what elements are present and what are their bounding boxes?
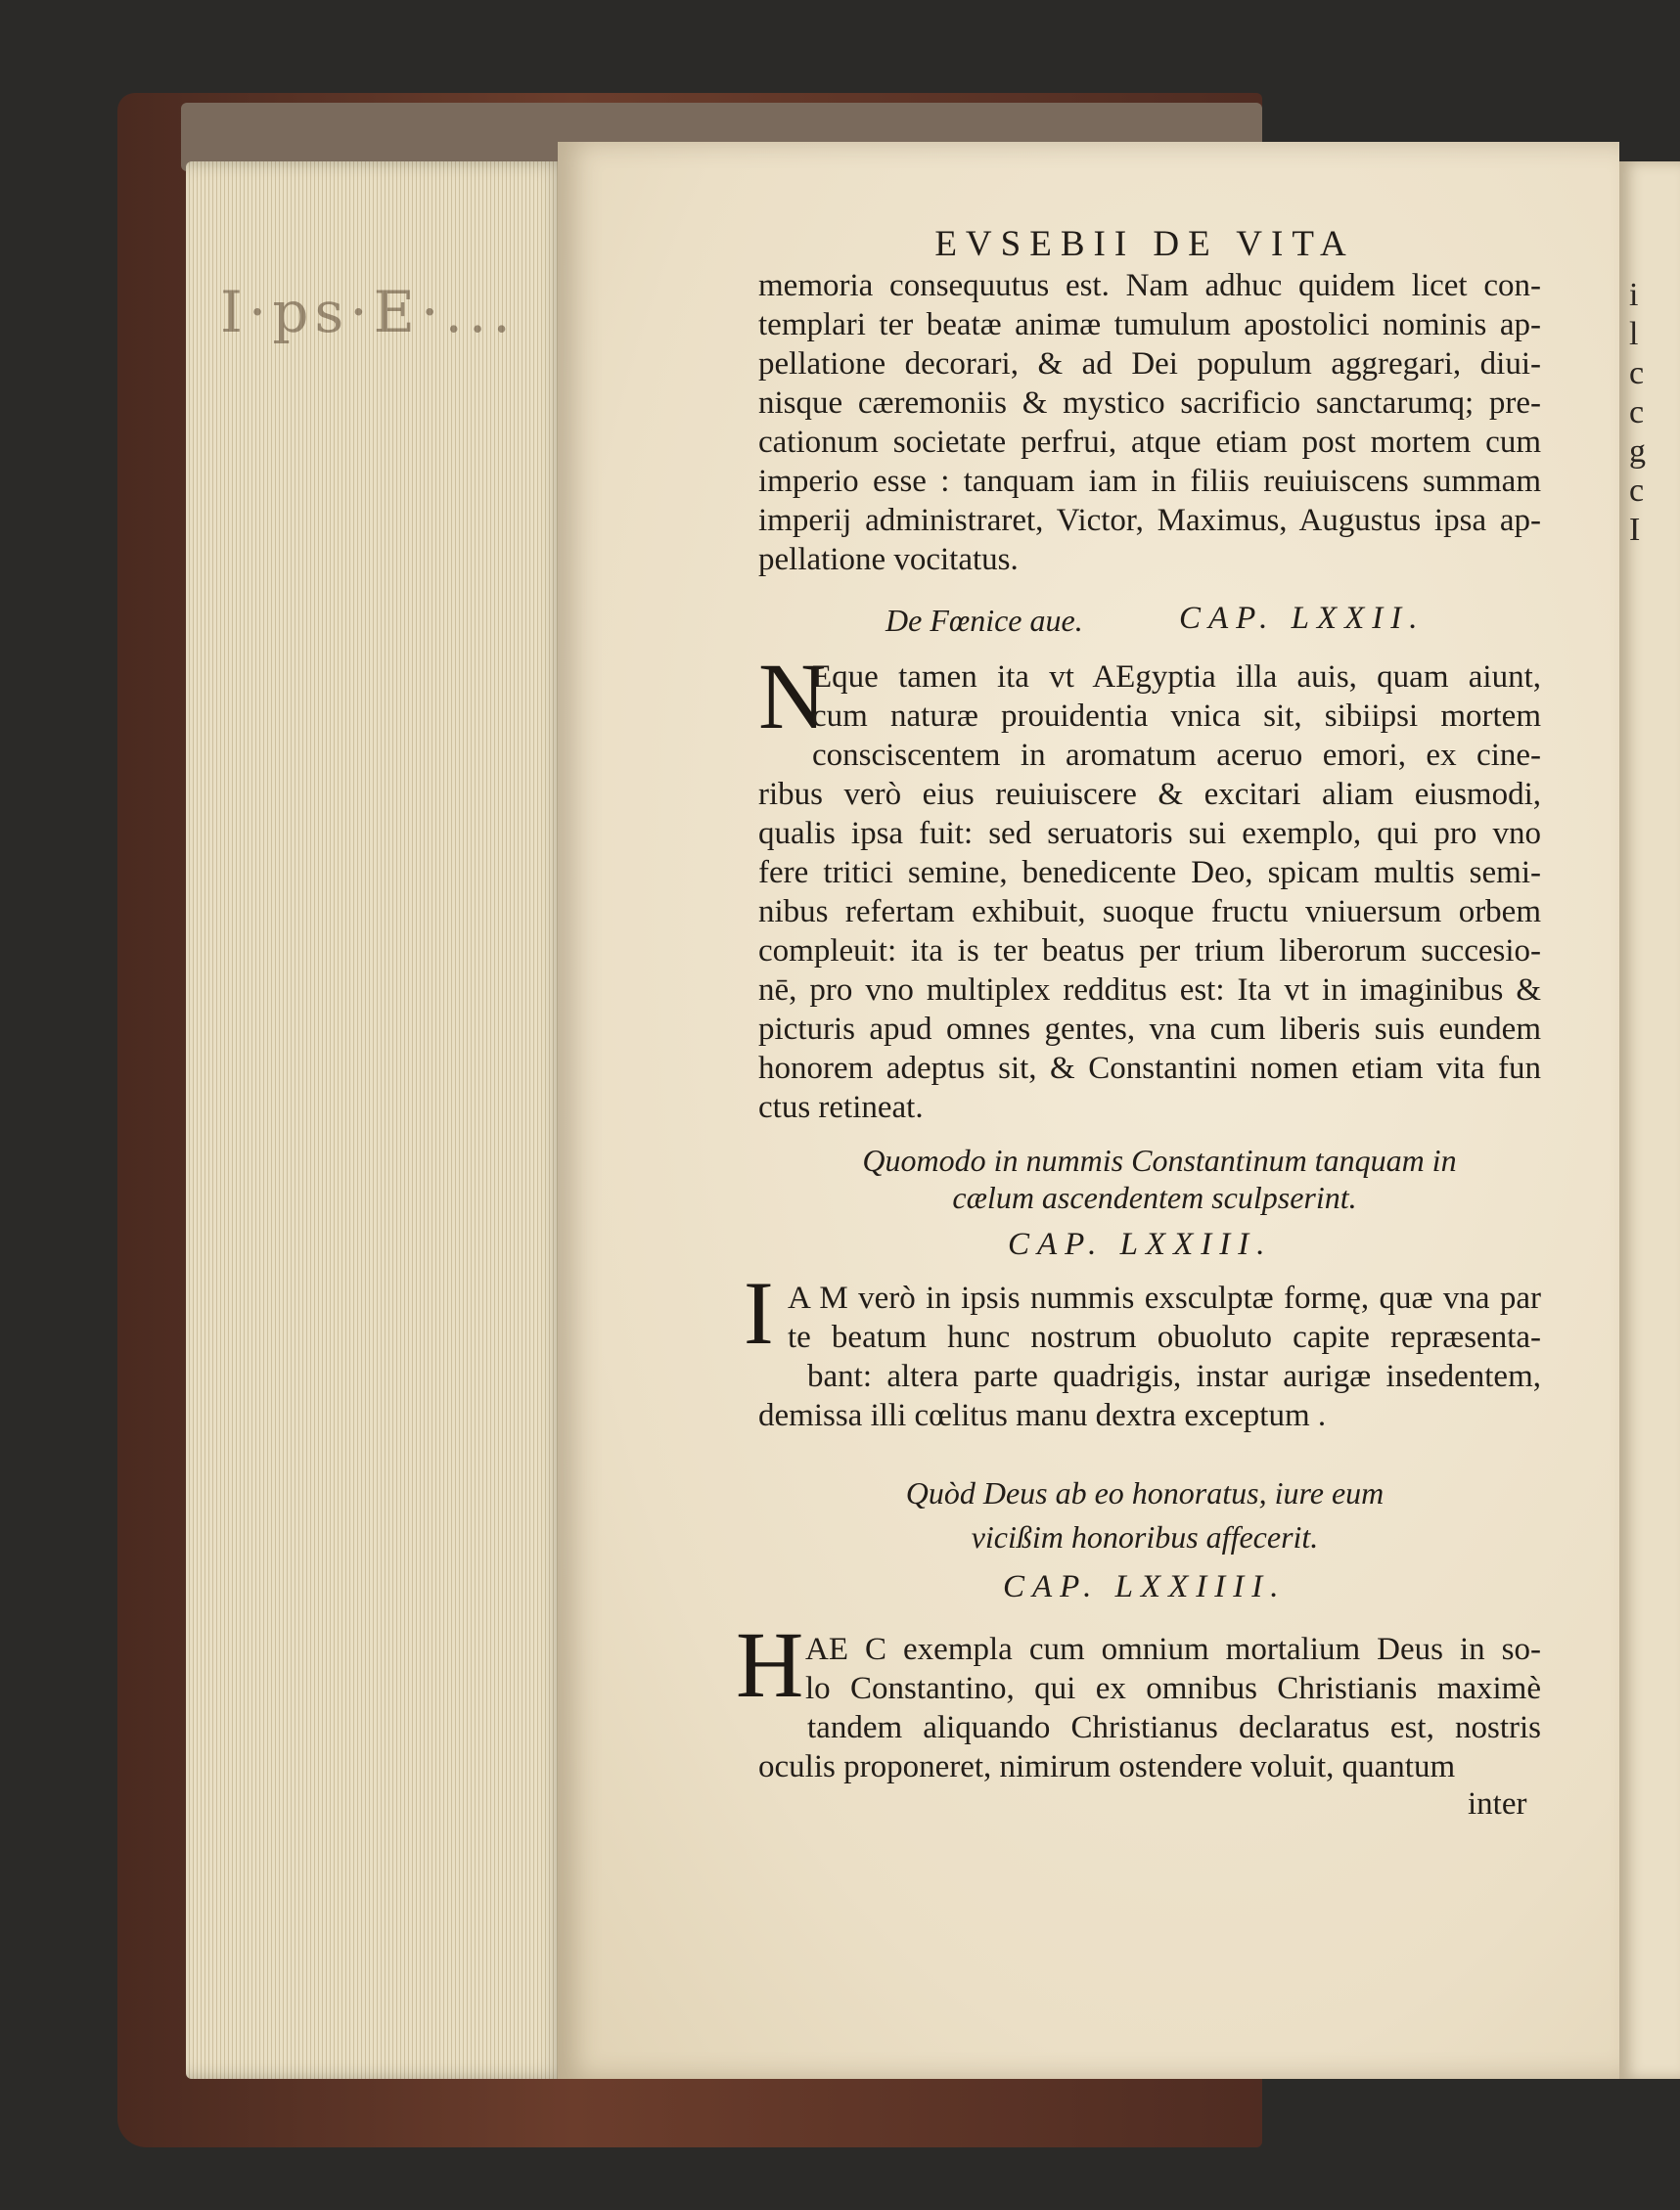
text-line: te beatum hunc nostrum obuoluto capite repræsenta-: [788, 1320, 1541, 1355]
facing-page-fragment: l: [1629, 316, 1639, 352]
facing-page-fragment: I: [1629, 512, 1641, 548]
section-73-body: [758, 1279, 1541, 1435]
text-line: templari ter beatæ animæ tumulum apostolici nominis ap-: [758, 307, 1541, 342]
section-73-cap: CAP. LXXIII.: [1008, 1227, 1273, 1262]
text-line: honorem adeptus sit, & Constantini nomen etiam vita fun: [758, 1051, 1541, 1086]
text-line: pellatione decorari, & ad Dei populum aggregari, diui-: [758, 346, 1541, 382]
text-line: fere tritici semine, benedicente Deo, spicam multis semi-: [758, 855, 1541, 890]
faded-edge-marking: I·ps·E·...: [220, 279, 517, 345]
section-74-cap: CAP. LXXIIII.: [1003, 1569, 1287, 1604]
section-72-title: De Fœnice aue.: [885, 603, 1083, 638]
text-line: A M verò in ipsis nummis exsculptæ formę, quæ vna par: [788, 1281, 1541, 1316]
text-line: nē, pro vno multiplex redditus est: Ita vt in imaginibus &: [758, 972, 1541, 1008]
text-line: pellatione vocitatus.: [758, 542, 1019, 577]
text-line: nisque cæremoniis & mystico sacrificio sanctarumq; pre-: [758, 385, 1541, 421]
page-edges: [186, 161, 568, 2079]
catchword: inter: [1468, 1786, 1527, 1822]
text-line: imperij administraret, Victor, Maximus, Augustus ipsa ap-: [758, 503, 1541, 538]
facing-page-edge: [1619, 161, 1680, 2079]
section-72-cap: CAP. LXXII.: [1179, 601, 1426, 636]
dropcap-i: I: [744, 1263, 774, 1363]
section-72-body: [758, 644, 1541, 1127]
dropcap-n: N: [758, 644, 827, 748]
text-line: oculis proponeret, nimirum ostendere voluit, quantum: [758, 1749, 1456, 1784]
section-74-title-line-1: Quòd Deus ab eo honoratus, iure eum: [905, 1475, 1385, 1511]
text-line: ribus verò eius reuiuiscere & excitari aliam eiusmodi,: [758, 777, 1541, 812]
text-line: demissa illi cœlitus manu dextra exceptum .: [758, 1398, 1327, 1433]
text-line: lo Constantino, qui ex omnibus Christianis maximè: [805, 1671, 1541, 1706]
text-line: tandem aliquando Christianus declaratus est, nostris: [807, 1710, 1541, 1745]
text-line: imperio esse : tanquam iam in filiis reuiuiscens summam: [758, 464, 1541, 499]
section-74-title-line-2: vicißim honoribus affecerit.: [971, 1519, 1319, 1555]
text-line: nibus refertam exhibuit, suoque fructu vniuersum orbem: [758, 894, 1541, 929]
text-line: memoria consequutus est. Nam adhuc quidem licet con-: [758, 268, 1541, 303]
section-73-title-line-1: Quomodo in nummis Constantinum tanquam in: [862, 1143, 1457, 1178]
section-74-body: [758, 1630, 1541, 1786]
facing-page-fragment: c: [1629, 473, 1645, 509]
text-line: cum naturæ prouidentia vnica sit, sibiipsi mortem: [812, 699, 1541, 734]
text-line: picturis apud omnes gentes, vna cum liberis suis eundem: [758, 1012, 1541, 1047]
text-line: consciscentem in aromatum aceruo emori, ex cine-: [812, 738, 1541, 773]
facing-page-fragment: i: [1629, 277, 1639, 313]
facing-page-fragment: c: [1629, 355, 1645, 391]
dropcap-h: H: [736, 1612, 804, 1717]
text-line: ctus retineat.: [758, 1090, 924, 1125]
text-line: bant: altera parte quadrigis, instar aurigæ insedentem,: [807, 1359, 1541, 1394]
text-line: qualis ipsa fuit: sed seruatoris sui exemplo, qui pro vno: [758, 816, 1541, 851]
text-line: cationum societate perfrui, atque etiam post mortem cum: [758, 425, 1541, 460]
text-line: Eque tamen ita vt AEgyptia illa auis, quam aiunt,: [812, 659, 1541, 695]
paragraph-1: [758, 266, 1541, 579]
running-head: EVSEBII DE VITA: [934, 224, 1355, 264]
section-73-title-line-2: cælum ascendentem sculpserint.: [952, 1180, 1357, 1215]
text-line: AE C exempla cum omnium mortalium Deus in so-: [805, 1632, 1541, 1667]
text-line: compleuit: ita is ter beatus per trium liberorum succesio-: [758, 933, 1541, 969]
facing-page-fragment: c: [1629, 394, 1645, 430]
facing-page-fragment: g: [1629, 433, 1646, 470]
